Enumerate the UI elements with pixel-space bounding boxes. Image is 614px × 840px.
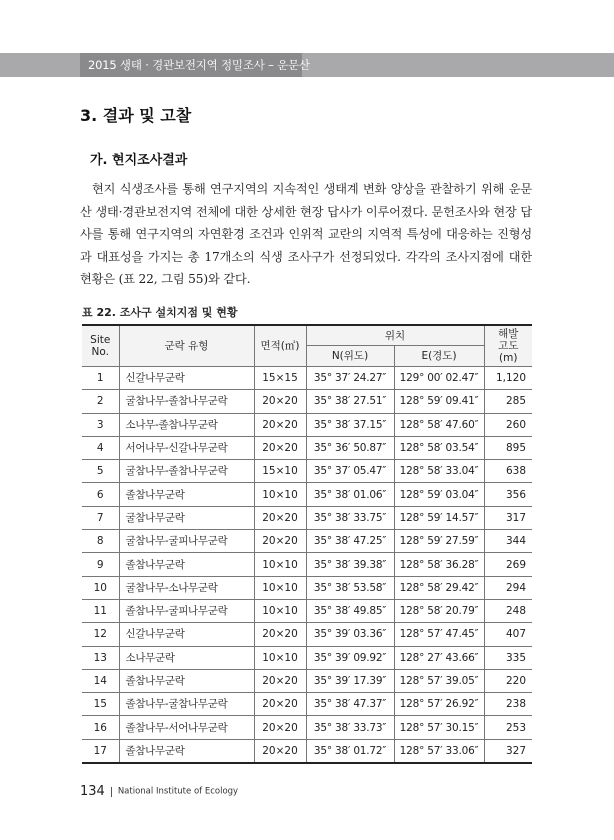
site-no-cell: 6: [82, 483, 119, 506]
community-type-cell: 졸참나무군락: [119, 553, 254, 576]
header-community-type: 군락 유형: [119, 325, 254, 367]
longitude-cell: 128° 57′ 47.45″: [394, 623, 484, 646]
longitude-cell: 128° 59′ 09.41″: [394, 390, 484, 413]
area-cell: 10×10: [254, 646, 306, 669]
community-type-cell: 굴참나무-소나무군락: [119, 576, 254, 599]
altitude-cell: 638: [484, 460, 532, 483]
longitude-cell: 129° 00′ 02.47″: [394, 367, 484, 390]
header-site-no: [82, 325, 119, 367]
latitude-cell: 35° 39′ 03.36″: [306, 623, 394, 646]
area-cell: 10×10: [254, 576, 306, 599]
area-cell: 20×20: [254, 413, 306, 436]
altitude-cell: 253: [484, 716, 532, 739]
header-site-line1: Site: [90, 334, 111, 346]
area-cell: 10×10: [254, 553, 306, 576]
area-cell: 20×20: [254, 669, 306, 692]
site-no-cell: 5: [82, 460, 119, 483]
longitude-cell: 128° 57′ 30.15″: [394, 716, 484, 739]
altitude-cell: 238: [484, 693, 532, 716]
latitude-cell: 35° 38′ 33.73″: [306, 716, 394, 739]
running-header-band: [0, 53, 614, 77]
header-alt-line3: (m): [499, 352, 518, 364]
header-longitude: E(경도): [394, 346, 484, 367]
latitude-cell: 35° 38′ 01.72″: [306, 739, 394, 763]
community-type-cell: 졸참나무군락: [119, 483, 254, 506]
altitude-cell: 407: [484, 623, 532, 646]
page-number: 134: [80, 784, 105, 799]
table-row: [82, 460, 532, 483]
site-no-cell: 9: [82, 553, 119, 576]
site-no-cell: 16: [82, 716, 119, 739]
table-row: [82, 367, 532, 390]
community-type-cell: 졸참나무-굴참나무군락: [119, 693, 254, 716]
longitude-cell: 128° 59′ 14.57″: [394, 506, 484, 529]
community-type-cell: 졸참나무군락: [119, 669, 254, 692]
latitude-cell: 35° 38′ 01.06″: [306, 483, 394, 506]
table-row: [82, 390, 532, 413]
table-row: [82, 599, 532, 622]
latitude-cell: 35° 38′ 47.25″: [306, 530, 394, 553]
community-type-cell: 소나무-졸참나무군락: [119, 413, 254, 436]
latitude-cell: 35° 38′ 47.37″: [306, 693, 394, 716]
longitude-cell: 128° 58′ 47.60″: [394, 413, 484, 436]
altitude-cell: 285: [484, 390, 532, 413]
altitude-cell: 344: [484, 530, 532, 553]
page-footer: [80, 781, 238, 800]
header-altitude: [484, 325, 532, 367]
longitude-cell: 128° 57′ 39.05″: [394, 669, 484, 692]
body-paragraph: 현지 식생조사를 통해 연구지역의 지속적인 생태계 변화 양상을 관찰하기 위해 운문산 생태·경관보전지역 전체에 대한 상세한 현장 답사가 이루어졌다. 문헌조사와 현장 답사를 통해 연구지역의 자연환경 조건과 인위적 교란의 지역적 특성에 대응하는 진형성과 대표성을 가지는 총 17개소의 식생 조사구가 선정되었다. 각각의 조사지점에 대한 현황은 (표 22, 그림 55)와 같다.: [80, 182, 532, 287]
table-row: [82, 669, 532, 692]
longitude-cell: 128° 58′ 36.28″: [394, 553, 484, 576]
table-caption: 표 22. 조사구 설치지점 및 현황: [82, 306, 238, 319]
longitude-cell: 128° 59′ 27.59″: [394, 530, 484, 553]
altitude-cell: 248: [484, 599, 532, 622]
site-no-cell: 2: [82, 390, 119, 413]
site-no-cell: 7: [82, 506, 119, 529]
table-row: [82, 483, 532, 506]
table-row: [82, 646, 532, 669]
community-type-cell: 신갈나무군락: [119, 623, 254, 646]
site-no-cell: 4: [82, 436, 119, 459]
altitude-cell: 327: [484, 739, 532, 763]
site-no-cell: 14: [82, 669, 119, 692]
site-no-cell: 8: [82, 530, 119, 553]
header-site-line2: No.: [91, 346, 109, 358]
longitude-cell: 128° 57′ 33.06″: [394, 739, 484, 763]
latitude-cell: 35° 37′ 24.27″: [306, 367, 394, 390]
altitude-cell: 356: [484, 483, 532, 506]
longitude-cell: 128° 58′ 20.79″: [394, 599, 484, 622]
community-type-cell: 굴참나무-굴피나무군락: [119, 530, 254, 553]
table-row: [82, 553, 532, 576]
site-no-cell: 15: [82, 693, 119, 716]
section-title: 3. 결과 및 고찰: [80, 106, 192, 125]
latitude-cell: 35° 39′ 17.39″: [306, 669, 394, 692]
table-row: [82, 623, 532, 646]
longitude-cell: 128° 58′ 33.04″: [394, 460, 484, 483]
longitude-cell: 128° 57′ 26.92″: [394, 693, 484, 716]
altitude-cell: 269: [484, 553, 532, 576]
altitude-cell: 1,120: [484, 367, 532, 390]
site-no-cell: 17: [82, 739, 119, 763]
area-cell: 20×20: [254, 506, 306, 529]
table-row: [82, 576, 532, 599]
header-alt-line1: 해발: [498, 328, 519, 340]
site-no-cell: 3: [82, 413, 119, 436]
table-row: [82, 739, 532, 763]
community-type-cell: 서어나무-신갈나무군락: [119, 436, 254, 459]
site-no-cell: 11: [82, 599, 119, 622]
site-no-cell: 1: [82, 367, 119, 390]
community-type-cell: 졸참나무-서어나무군락: [119, 716, 254, 739]
table-row: [82, 413, 532, 436]
community-type-cell: 소나무군락: [119, 646, 254, 669]
area-cell: 10×10: [254, 483, 306, 506]
latitude-cell: 35° 38′ 37.15″: [306, 413, 394, 436]
site-no-cell: 13: [82, 646, 119, 669]
community-type-cell: 굴참나무-졸참나무군락: [119, 390, 254, 413]
header-latitude: N(위도): [306, 346, 394, 367]
subsection-title: 가. 현지조사결과: [90, 153, 188, 168]
table-row: [82, 436, 532, 459]
latitude-cell: 35° 36′ 50.87″: [306, 436, 394, 459]
table-row: [82, 530, 532, 553]
footer-organization: National Institute of Ecology: [117, 786, 239, 797]
latitude-cell: 35° 38′ 27.51″: [306, 390, 394, 413]
latitude-cell: 35° 38′ 39.38″: [306, 553, 394, 576]
latitude-cell: 35° 37′ 05.47″: [306, 460, 394, 483]
footer-divider: [111, 787, 112, 797]
table-row: [82, 693, 532, 716]
altitude-cell: 220: [484, 669, 532, 692]
site-no-cell: 12: [82, 623, 119, 646]
header-area: 면적(㎡): [254, 325, 306, 367]
area-cell: 20×20: [254, 623, 306, 646]
area-cell: 10×10: [254, 599, 306, 622]
longitude-cell: 128° 58′ 03.54″: [394, 436, 484, 459]
area-cell: 15×10: [254, 460, 306, 483]
latitude-cell: 35° 38′ 33.75″: [306, 506, 394, 529]
area-cell: 15×15: [254, 367, 306, 390]
altitude-cell: 335: [484, 646, 532, 669]
area-cell: 20×20: [254, 716, 306, 739]
altitude-cell: 260: [484, 413, 532, 436]
header-location: 위치: [306, 325, 484, 346]
community-type-cell: 굴참나무-졸참나무군락: [119, 460, 254, 483]
community-type-cell: 졸참나무군락: [119, 739, 254, 763]
latitude-cell: 35° 38′ 49.85″: [306, 599, 394, 622]
longitude-cell: 128° 27′ 43.66″: [394, 646, 484, 669]
community-type-cell: 졸참나무-굴피나무군락: [119, 599, 254, 622]
latitude-cell: 35° 38′ 53.58″: [306, 576, 394, 599]
altitude-cell: 294: [484, 576, 532, 599]
area-cell: 20×20: [254, 530, 306, 553]
area-cell: 20×20: [254, 390, 306, 413]
community-type-cell: 굴참나무군락: [119, 506, 254, 529]
area-cell: 20×20: [254, 739, 306, 763]
running-header-title: 2015 생태 · 경관보전지역 정밀조사 – 운문산: [88, 58, 310, 72]
altitude-cell: 317: [484, 506, 532, 529]
table-row: [82, 716, 532, 739]
site-table: [82, 324, 532, 764]
header-alt-line2: 고도: [498, 340, 519, 352]
table-row: [82, 506, 532, 529]
longitude-cell: 128° 59′ 03.04″: [394, 483, 484, 506]
area-cell: 20×20: [254, 436, 306, 459]
area-cell: 20×20: [254, 693, 306, 716]
longitude-cell: 128° 58′ 29.42″: [394, 576, 484, 599]
latitude-cell: 35° 39′ 09.92″: [306, 646, 394, 669]
altitude-cell: 895: [484, 436, 532, 459]
site-no-cell: 10: [82, 576, 119, 599]
community-type-cell: 신갈나무군락: [119, 367, 254, 390]
